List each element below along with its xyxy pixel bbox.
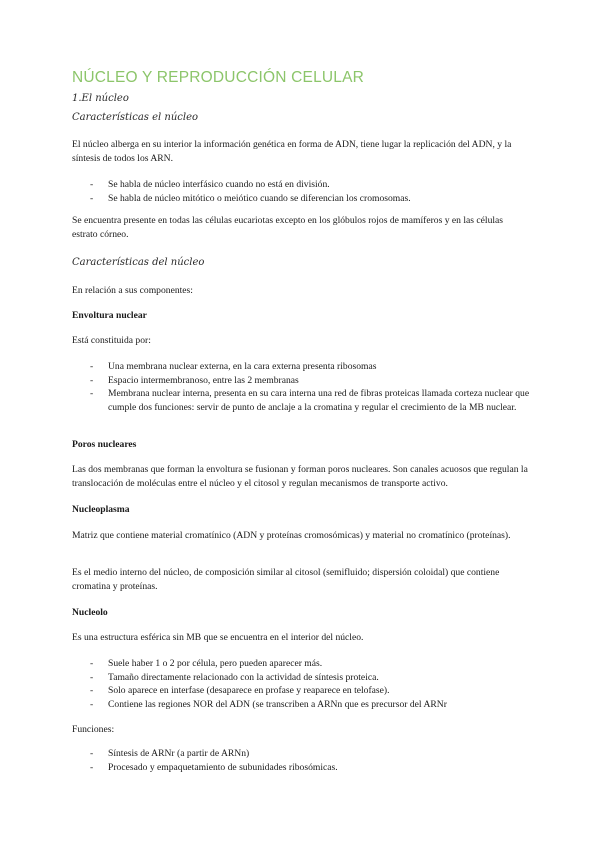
- paragraph-presencia: Se encuentra presente en todas las células eucariotas excepto en los glóbulos rojos de mamíferos y en las células estrato córneo.: [72, 215, 504, 240]
- paragraph-poros: Las dos membranas que forman la envoltura se fusionan y forman poros nucleares. Son canales acuosos que regulan la translocación de moléculas entre el núcleo y el citosol y regulan mecanismos de transporte activo.: [72, 464, 528, 489]
- paragraph-nucleolo: Es una estructura esférica sin MB que se encuentra en el interior del núcleo.: [72, 632, 364, 643]
- list-item: - Síntesis de ARNr (a partir de ARNn): [90, 748, 250, 759]
- list-envoltura: [90, 360, 530, 414]
- paragraph-funciones: Funciones:: [72, 724, 115, 735]
- list-nucleo-tipos: [90, 178, 530, 205]
- heading-envoltura-nuclear: Envoltura nuclear: [72, 310, 147, 321]
- list-item: - Suele haber 1 o 2 por célula, pero pueden aparecer más.: [90, 658, 323, 669]
- list-item: - Membrana nuclear interna, presenta en su cara interna una red de fibras proteicas llamada corteza nuclear que cumple dos funciones: servir de punto de anclaje a la cromatina y regular el crecimiento de la MB nuclear.: [90, 388, 530, 413]
- paragraph-intro: El núcleo alberga en su interior la información genética en forma de ADN, tiene lugar la replicación del ADN, y la síntesis de todos los ARN.: [72, 139, 512, 164]
- paragraph-constituida: Está constituida por:: [72, 335, 151, 346]
- subsection-heading-caracteristicas-2: Características del núcleo: [72, 257, 205, 268]
- paragraph-medio-interno: Es el medio interno del núcleo, de composición similar al citosol (semifluido; dispersión coloidal) que contiene cromatina y proteínas.: [72, 567, 500, 592]
- paragraph-matriz: Matriz que contiene material cromatínico (ADN y proteínas cromosómicas) y material no cromatínico (proteínas).: [72, 530, 511, 541]
- list-item: - Se habla de núcleo interfásico cuando no está en división.: [90, 179, 330, 190]
- list-item: - Se habla de núcleo mitótico o meiótico cuando se diferencian los cromosomas.: [90, 192, 411, 204]
- list-item: - Tamaño directamente relacionado con la actividad de síntesis proteica.: [90, 671, 379, 683]
- list-item: - Procesado y empaquetamiento de subunidades ribosómicas.: [90, 761, 338, 773]
- list-funciones: [90, 747, 530, 774]
- list-item: - Espacio intermembranoso, entre las 2 membranas: [90, 374, 299, 386]
- heading-nucleoplasma: Nucleoplasma: [72, 504, 130, 515]
- list-item: - Contiene las regiones NOR del ADN (se transcriben a ARNn que es precursor del ARNr: [90, 698, 447, 710]
- list-item: - Una membrana nuclear externa, en la cara externa presenta ribosomas: [90, 361, 377, 372]
- heading-nucleolo: Nucleolo: [72, 607, 108, 618]
- heading-poros-nucleares: Poros nucleares: [72, 439, 137, 450]
- paragraph-componentes: En relación a sus componentes:: [72, 285, 193, 296]
- list-item: - Solo aparece en interfase (desaparece en profase y reaparece en telofase).: [90, 685, 390, 696]
- subsection-heading-caracteristicas-1: Características el núcleo: [72, 112, 199, 123]
- list-nucleolo: [90, 657, 530, 711]
- section-heading-nucleo: 1.El núcleo: [72, 93, 129, 104]
- document-title: NÚCLEO Y REPRODUCCIÓN CELULAR: [72, 69, 365, 86]
